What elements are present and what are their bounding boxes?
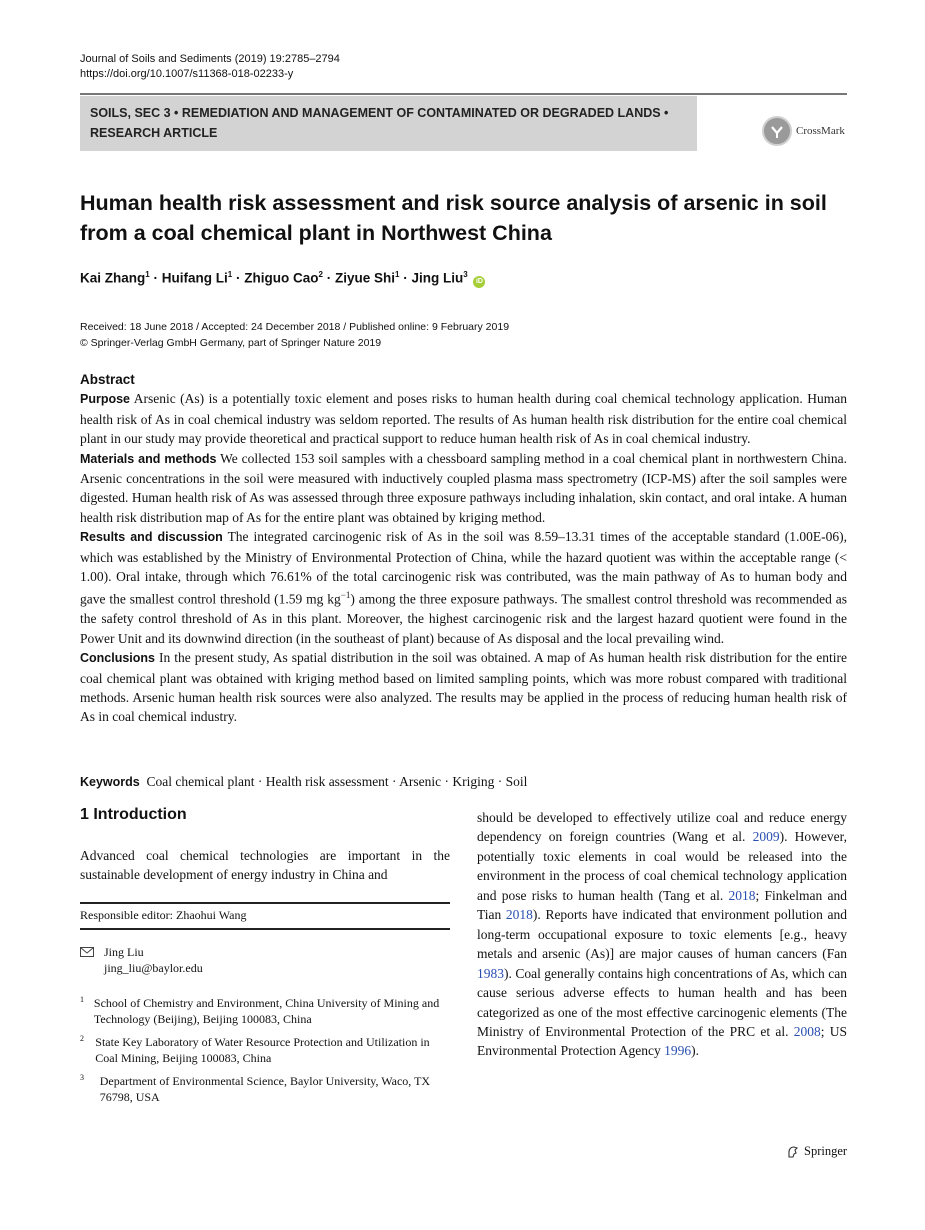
intro-right-column (477, 808, 847, 1061)
crossmark-label: CrossMark (796, 125, 845, 137)
envelope-flap (81, 948, 93, 956)
corresponding-email[interactable]: jing_liu@baylor.edu (104, 961, 203, 975)
purpose-label: Purpose (80, 392, 131, 407)
section-banner (80, 96, 697, 151)
author-separator: · (326, 270, 332, 286)
intro-text: ). Reports have indicated that environment pollution and long-term occupational exposure to toxic elements [e.g., heavy metals and arsenic (As)] are major causes of human cancers (Fan (477, 907, 847, 962)
journal-citation: Journal of Soils and Sediments (2019) 19:2785–2794 (80, 53, 340, 65)
doi-link[interactable]: https://doi.org/10.1007/s11368-018-02233-y (80, 68, 294, 80)
affiliation-text: State Key Laboratory of Water Resource Protection and Utilization in Coal Mining, Beijing 100083, China (95, 1035, 430, 1065)
corresponding-name: Jing Liu (104, 945, 144, 959)
affiliation-number: 3 (80, 1073, 84, 1082)
envelope-icon (80, 947, 94, 957)
author-affiliation: 2 (318, 270, 323, 279)
citation-link[interactable]: 1983 (477, 965, 504, 981)
author-separator: · (153, 270, 158, 286)
corresponding-author (80, 944, 203, 976)
responsible-editor: Responsible editor: Zhaohui Wang (80, 908, 247, 922)
results-superscript: −1 (340, 590, 351, 601)
intro-text: should be developed to effectively utilize coal and reduce energy dependency on foreign countries (Wang et al. (477, 810, 847, 845)
methods-text: We collected 153 soil samples with a chessboard sampling method in a coal chemical plant in northwestern China. Arsenic concentrations in the soil were measured with inductively coupled plasma mass spectrometry (ICP-MS) after the soil samples were digested. Human health risk of As was assessed through three exposure pathways including inhalation, skin contact, and oral intake. A human health risk distribution map of As for the entire plant was obtained by kriging method. (80, 450, 847, 525)
crossmark-icon (762, 116, 792, 146)
citation-link[interactable]: 2009 (752, 829, 780, 845)
author-list (80, 270, 485, 288)
intro-left-paragraph: Advanced coal chemical technologies are important in the sustainable development of energy industry in China and (80, 848, 450, 883)
abstract-conclusions (80, 648, 847, 727)
corresponding-details (104, 944, 203, 976)
journal-header (80, 52, 340, 82)
intro-text: ). However, potentially toxic elements in coal would be released into the environment in the process of coal chemical technology application and pose risks to human health (Tang et al. (477, 829, 847, 903)
author-affiliation: 1 (227, 270, 233, 279)
affiliation-text: Department of Environmental Science, Baylor University, Waco, TX 76798, USA (99, 1074, 431, 1104)
purpose-text: Arsenic (As) is a potentially toxic element and poses risks to human health during coal chemical technology application. Human health risk of As in coal chemical industry was seldom reported. The results of As human health risk distribution for the entire coal chemical plant in our study may provide theoretical and practical support to reduce human health risk of As in coal chemical industry. (80, 391, 847, 447)
citation-link[interactable]: 2018 (728, 887, 756, 903)
keywords (80, 774, 527, 790)
citation-link[interactable]: 2008 (793, 1023, 821, 1039)
publication-dates (80, 319, 509, 351)
section-heading: 1 Introduction (80, 806, 187, 823)
conclusions-label: Conclusions (80, 651, 156, 666)
footnote-rule (80, 928, 450, 930)
keywords-label: Keywords (80, 775, 140, 789)
article-title: Human health risk assessment and risk source analysis of arsenic in soil from a coal chemical plant in Northwest China (80, 191, 827, 245)
dates-line: Received: 18 June 2018 / Accepted: 24 December 2018 / Published online: 9 February 2019 (80, 321, 510, 333)
affiliation-text: School of Chemistry and Environment, China University of Mining and Technology (Beijing), Beijing 100083, China (93, 996, 440, 1026)
intro-text: ). Coal generally contains high concentrations of As, which can cause serious adverse effects to human health and has been categorized as one of the most effective carcinogenic elements (The Ministry of Environmental Protection of the PRC et al. (477, 965, 847, 1039)
author-affiliation: 3 (463, 270, 468, 279)
methods-label: Materials and methods (80, 451, 217, 466)
header-rule (80, 93, 847, 95)
orcid-icon[interactable]: iD (473, 276, 485, 288)
results-label: Results and discussion (80, 530, 223, 545)
author-affiliation: 1 (145, 270, 150, 279)
intro-text: ; Finkelman and Tian (477, 887, 847, 923)
keywords-text: Coal chemical plant · Health risk assessment · Arsenic · Kriging · Soil (146, 774, 528, 789)
citation-link[interactable]: 1996 (664, 1043, 692, 1059)
conclusions-text: In the present study, As spatial distribution in the soil was obtained. A map of As human health risk distribution for the entire coal chemical plant was obtained with kriging method based on limited sampling points, which was more robust compared with traditional methods. Arsenic human health risk sources were also analyzed. The results may be applied in the process of reducing human health risk of As in coal chemical industry. (80, 650, 848, 725)
intro-text: ). (691, 1043, 699, 1059)
abstract-results (80, 527, 847, 648)
copyright-line: © Springer-Verlag GmbH Germany, part of Springer Nature 2019 (80, 337, 382, 349)
abstract-methods (80, 449, 847, 528)
affiliation-item (80, 1073, 452, 1105)
publisher-footer (786, 1144, 847, 1159)
author-separator: · (403, 270, 408, 286)
affiliation-item (80, 995, 452, 1027)
author-name[interactable]: Ziyue Shi (334, 270, 395, 286)
abstract-purpose (80, 389, 847, 448)
springer-horse-icon (786, 1145, 800, 1159)
author-name[interactable]: Huifang Li (161, 270, 228, 286)
author-name[interactable]: Zhiguo Cao (244, 270, 319, 286)
author-name[interactable]: Kai Zhang (80, 270, 146, 286)
citation-link[interactable]: 2018 (505, 907, 533, 923)
publisher-name: Springer (804, 1144, 848, 1158)
banner-line-1: SOILS, SEC 3 • REMEDIATION AND MANAGEMENT OF CONTAMINATED OR DEGRADED LANDS • (90, 106, 669, 120)
affiliation-number: 1 (80, 995, 84, 1004)
affiliation-item (80, 1034, 452, 1066)
banner-line-2: RESEARCH ARTICLE (90, 126, 218, 140)
crossmark-badge[interactable] (762, 116, 845, 146)
abstract-heading: Abstract (80, 372, 135, 387)
author-name[interactable]: Jing Liu (411, 270, 464, 286)
author-separator: · (235, 270, 241, 286)
results-text-a: The integrated carcinogenic risk of As in the soil was 8.59–13.31 times of the acceptable standard (1.00E-06), which was established by the Ministry of Environmental Protection of China, while the hazard quotient was within the acceptable range (< 1.00). Oral intake, through which 76.61% of the total carcinogenic risk was contributed, was the main pathway of As to human body and gave the smallest control threshold (1.59 mg kg (80, 529, 847, 607)
abstract (80, 370, 847, 727)
affiliation-number: 2 (80, 1034, 84, 1043)
crossmark-glyph (768, 122, 786, 140)
intro-text: ; US Environmental Protection Agency (477, 1023, 847, 1059)
author-affiliation: 1 (394, 270, 400, 279)
footnote-rule (80, 902, 450, 904)
results-text-b: ) among the three exposure pathways. The smallest control threshold was recommended as the safety control threshold of As in this plant. Moreover, the highest carcinogenic risk and the largest hazard quotient were found in the Power Unit and its downwind direction (in the southeast of plant) because of As disposal and the local prevailing wind. (80, 591, 848, 646)
